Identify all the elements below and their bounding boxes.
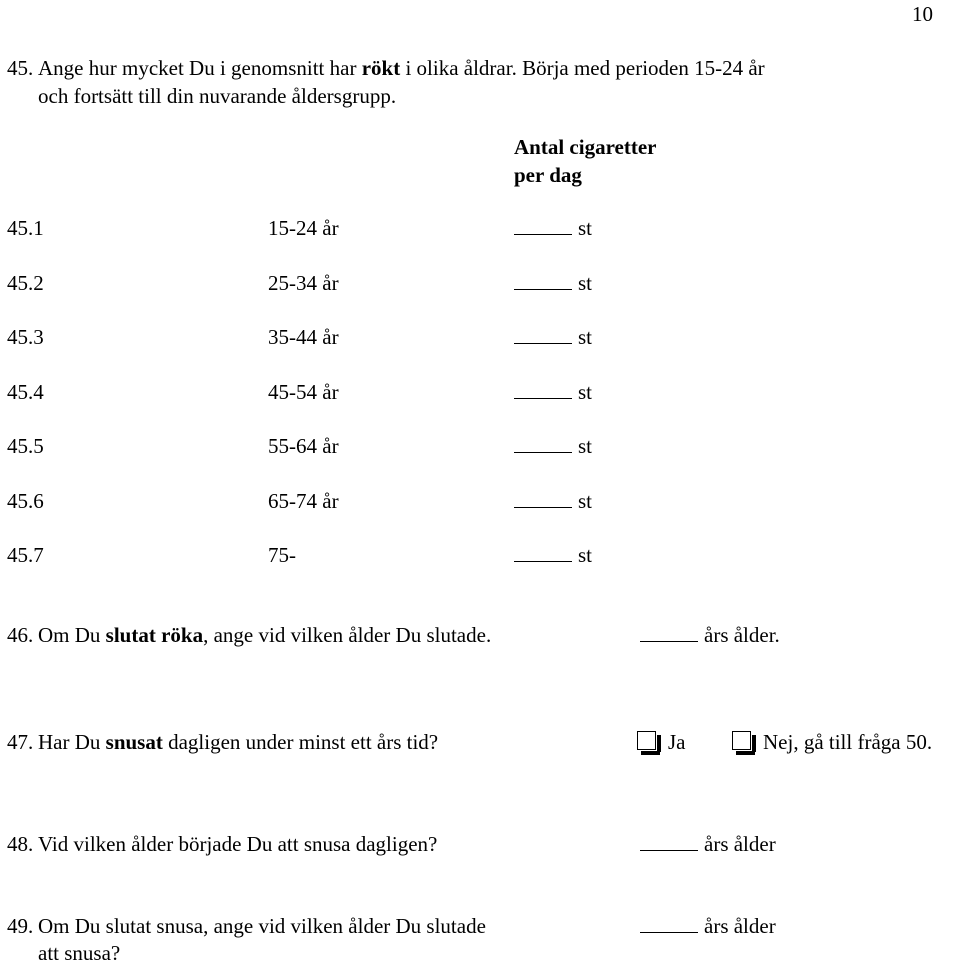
row-number: 45.2: [7, 271, 44, 295]
option-yes[interactable]: Ja: [637, 730, 686, 754]
cigarettes-per-day-field[interactable]: [514, 434, 572, 453]
unit-label: st: [578, 543, 593, 567]
cigarettes-per-day-field[interactable]: [514, 325, 572, 344]
age-range: 75-: [268, 543, 296, 567]
question-48-answer: års ålder: [640, 832, 776, 856]
question-48-number: 48.: [7, 832, 34, 856]
unit-label: st: [578, 489, 593, 513]
question-47-number: 47.: [7, 730, 34, 754]
unit-label: st: [578, 216, 593, 240]
age-stopped-smoking-field[interactable]: [640, 623, 698, 642]
age-stopped-snus-field[interactable]: [640, 914, 698, 933]
age-range: 25-34 år: [268, 271, 339, 295]
cigarettes-answer: [514, 380, 592, 404]
cigarettes-per-day-field[interactable]: [514, 216, 572, 235]
row-number: 45.4: [7, 380, 44, 404]
question-45-text-line2: och fortsätt till din nuvarande åldersgrupp.: [38, 84, 397, 108]
question-47-text: Har Du snusat dagligen under minst ett års tid?: [38, 730, 439, 754]
question-46-number: 46.: [7, 623, 34, 647]
unit-label: st: [578, 434, 593, 458]
checkbox-icon[interactable]: [637, 731, 656, 750]
question-48-text: Vid vilken ålder började Du att snusa dagligen?: [38, 832, 438, 856]
column-header-line1: Antal cigaretter: [514, 135, 657, 159]
cigarettes-per-day-field[interactable]: [514, 271, 572, 290]
cigarettes-per-day-field[interactable]: [514, 380, 572, 399]
age-range: 35-44 år: [268, 325, 339, 349]
age-range: 45-54 år: [268, 380, 339, 404]
age-range: 55-64 år: [268, 434, 339, 458]
age-range: 65-74 år: [268, 489, 339, 513]
cigarettes-answer: [514, 489, 592, 513]
unit-label: st: [578, 271, 593, 295]
question-46-answer: års ålder.: [640, 623, 780, 647]
row-number: 45.1: [7, 216, 44, 240]
question-45-number: 45.: [7, 56, 34, 80]
checkbox-icon[interactable]: [732, 731, 751, 750]
cigarettes-answer: [514, 434, 592, 458]
cigarettes-answer: [514, 216, 592, 240]
row-number: 45.7: [7, 543, 44, 567]
page-number: 10: [912, 2, 933, 26]
question-49-answer: års ålder: [640, 914, 776, 938]
age-started-snus-field[interactable]: [640, 832, 698, 851]
cigarettes-answer: [514, 271, 592, 295]
question-45-text-line1: Ange hur mycket Du i genomsnitt har rökt i olika åldrar. Börja med perioden 15-24 år: [38, 56, 765, 80]
question-49-text-line2: att snusa?: [38, 941, 121, 965]
row-number: 45.3: [7, 325, 44, 349]
option-no[interactable]: Nej, gå till fråga 50.: [732, 730, 932, 754]
cigarettes-answer: [514, 543, 592, 567]
unit-label: st: [578, 380, 593, 404]
question-46-text: Om Du slutat röka, ange vid vilken ålder Du slutade.: [38, 623, 492, 647]
question-49-number: 49.: [7, 914, 34, 938]
unit-label: st: [578, 325, 593, 349]
row-number: 45.5: [7, 434, 44, 458]
question-49-text-line1: Om Du slutat snusa, ange vid vilken ålder Du slutade: [38, 914, 486, 938]
cigarettes-per-day-field[interactable]: [514, 489, 572, 508]
column-header-line2: per dag: [514, 163, 582, 187]
row-number: 45.6: [7, 489, 44, 513]
cigarettes-answer: [514, 325, 592, 349]
age-range: 15-24 år: [268, 216, 339, 240]
cigarettes-per-day-field[interactable]: [514, 543, 572, 562]
